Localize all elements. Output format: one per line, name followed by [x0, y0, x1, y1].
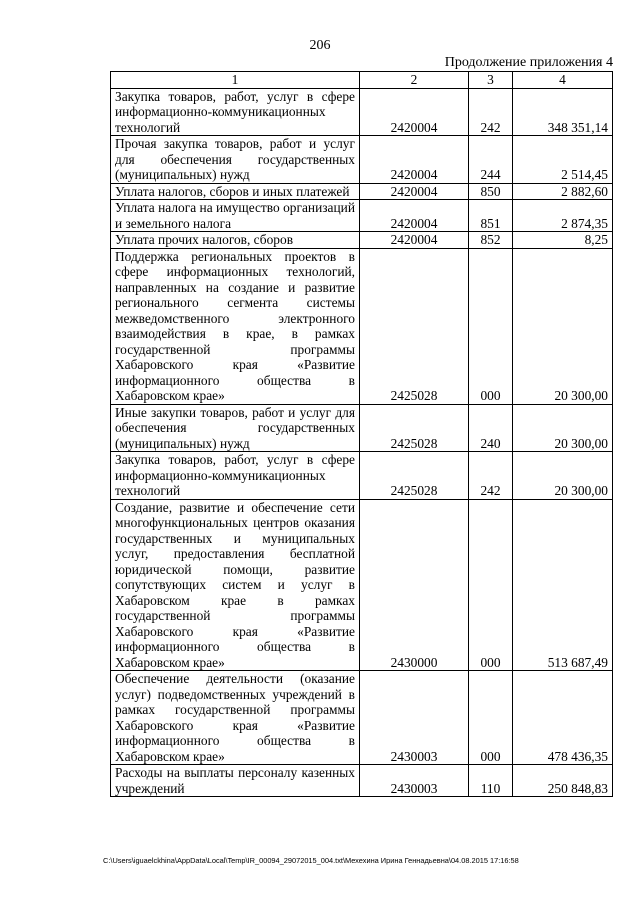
row-kind: 000 [469, 499, 513, 671]
continuation-label: Продолжение приложения 4 [444, 55, 613, 70]
row-name: Уплата налога на имущество организаций и земельного налога [111, 200, 360, 232]
row-code: 2420004 [360, 232, 469, 249]
row-name: Поддержка региональных проектов в сфере информационных технологий, направленных на создание и развитие регионального сегмента системы межведомственного электронного взаимодействия в крае, в рамках государственной программы Хабаровского края «Развитие информационного общества в Хабаровском крае» [111, 248, 360, 404]
table-row [111, 88, 613, 136]
row-amount: 20 300,00 [513, 452, 613, 500]
row-code: 2420004 [360, 200, 469, 232]
header-row [111, 72, 613, 89]
table-row [111, 404, 613, 452]
row-name: Закупка товаров, работ, услуг в сфере информационно-коммуникационных технологий [111, 88, 360, 136]
row-name: Уплата налогов, сборов и иных платежей [111, 183, 360, 200]
row-name: Расходы на выплаты персоналу казенных учреждений [111, 765, 360, 797]
row-kind: 242 [469, 452, 513, 500]
row-name: Обеспечение деятельности (оказание услуг) подведомственных учреждений в рамках государственной программы Хабаровского края «Развитие информационного общества в Хабаровском крае» [111, 671, 360, 765]
table-row [111, 248, 613, 404]
row-amount: 20 300,00 [513, 248, 613, 404]
row-code: 2420004 [360, 136, 469, 184]
row-code: 2430000 [360, 499, 469, 671]
row-amount: 2 882,60 [513, 183, 613, 200]
row-amount: 2 514,45 [513, 136, 613, 184]
table-row [111, 765, 613, 797]
table-row [111, 499, 613, 671]
row-name: Иные закупки товаров, работ и услуг для обеспечения государственных (муниципальных) нужд [111, 404, 360, 452]
row-code: 2420004 [360, 183, 469, 200]
table-row [111, 136, 613, 184]
footer-path: C:\Users\iguaelckhina\AppData\Local\Temp\IR_00094_29072015_004.txt\Мехехина Ирина Геннадьевна\04.08.2015 17:16:58 [103, 856, 519, 865]
row-name: Закупка товаров, работ, услуг в сфере информационно-коммуникационных технологий [111, 452, 360, 500]
row-kind: 851 [469, 200, 513, 232]
row-kind: 110 [469, 765, 513, 797]
row-code: 2425028 [360, 248, 469, 404]
row-amount: 513 687,49 [513, 499, 613, 671]
row-kind: 244 [469, 136, 513, 184]
row-amount: 478 436,35 [513, 671, 613, 765]
row-amount: 348 351,14 [513, 88, 613, 136]
row-kind: 000 [469, 248, 513, 404]
table-row [111, 200, 613, 232]
row-kind: 242 [469, 88, 513, 136]
row-amount: 250 848,83 [513, 765, 613, 797]
row-name: Уплата прочих налогов, сборов [111, 232, 360, 249]
table-row [111, 452, 613, 500]
table-row [111, 232, 613, 249]
row-kind: 850 [469, 183, 513, 200]
table-row [111, 183, 613, 200]
row-amount: 2 874,35 [513, 200, 613, 232]
row-kind: 000 [469, 671, 513, 765]
row-amount: 20 300,00 [513, 404, 613, 452]
header-cell-3: 3 [469, 72, 513, 89]
row-amount: 8,25 [513, 232, 613, 249]
row-name: Прочая закупка товаров, работ и услуг для обеспечения государственных (муниципальных) нужд [111, 136, 360, 184]
row-kind: 852 [469, 232, 513, 249]
header-cell-4: 4 [513, 72, 613, 89]
row-code: 2425028 [360, 452, 469, 500]
table-row [111, 671, 613, 765]
row-kind: 240 [469, 404, 513, 452]
row-code: 2430003 [360, 671, 469, 765]
row-code: 2420004 [360, 88, 469, 136]
page-number: 206 [309, 38, 331, 53]
header-cell-2: 2 [360, 72, 469, 89]
row-code: 2430003 [360, 765, 469, 797]
row-name: Создание, развитие и обеспечение сети многофункциональных центров оказания государственных и муниципальных услуг, предоставления бесплатной юридической помощи, развитие сопутствующих систем и услуг в Хабаровском крае в рамках государственной программы Хабаровского края «Развитие информационного общества в Хабаровском крае» [111, 499, 360, 671]
budget-table [110, 71, 613, 797]
header-cell-1: 1 [111, 72, 360, 89]
row-code: 2425028 [360, 404, 469, 452]
